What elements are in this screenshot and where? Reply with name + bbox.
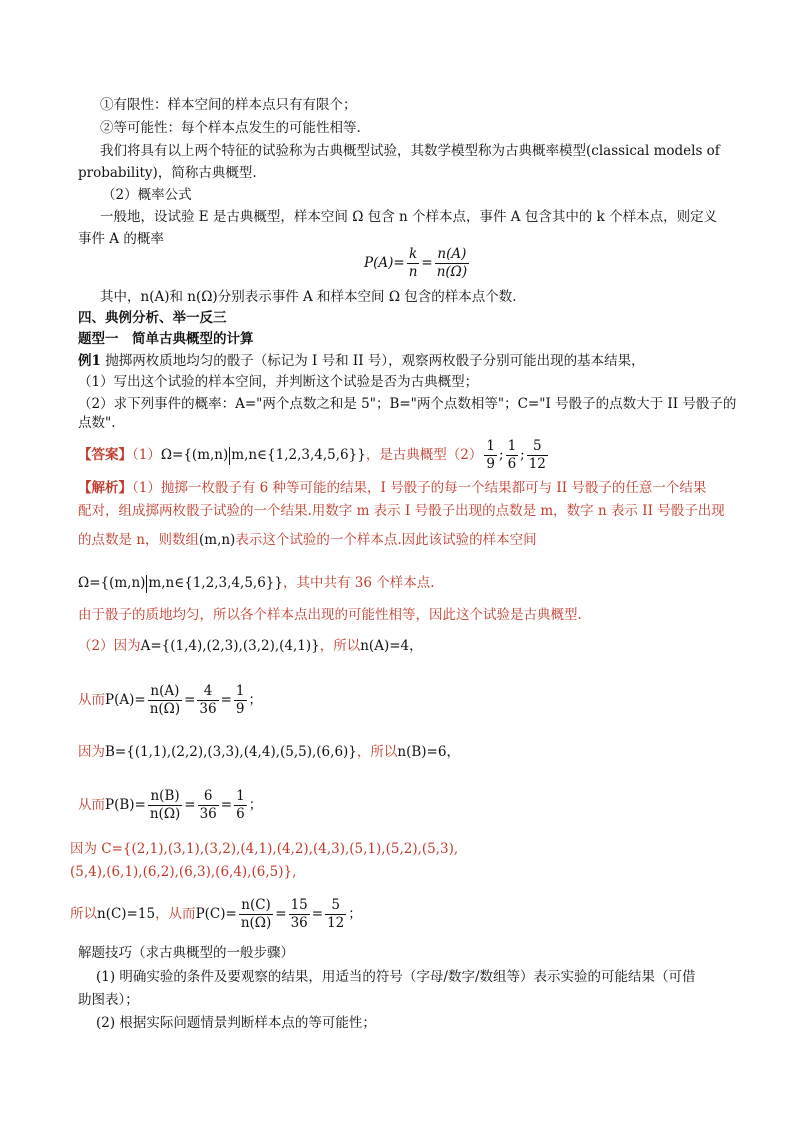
- fb-num: n(B): [148, 788, 182, 806]
- n-A: n(A)=4: [360, 638, 410, 654]
- p2-so: ，所以: [319, 638, 361, 654]
- analysis-event-B: [78, 743, 460, 761]
- frac-nB-nOmega: [148, 788, 182, 823]
- fa-den: n(Ω): [149, 701, 181, 717]
- fa2-den: 36: [199, 701, 217, 717]
- fc-num: n(C): [239, 897, 273, 915]
- example-question-2-cont: 点数".: [78, 415, 116, 431]
- frac-1-6: [234, 788, 247, 823]
- formula-nOmega: n(Ω): [436, 264, 468, 280]
- analysis-sample-space: [78, 574, 435, 593]
- topic-title: 题型一 简单古典概型的计算: [78, 331, 254, 347]
- answer-part1: （1）: [132, 447, 161, 463]
- fa2-num: 4: [197, 683, 218, 701]
- analysis-line-1: [78, 479, 706, 497]
- frac-1-9: [234, 683, 247, 718]
- frac-6-36: [198, 788, 219, 823]
- ans-sep1: ;: [499, 447, 504, 463]
- sample-space-set: Ω={(m,n): [78, 575, 146, 591]
- answer-tag: 【答案】: [78, 447, 132, 463]
- fb3-num: 1: [236, 788, 245, 804]
- because-b: 因为: [78, 744, 105, 760]
- set-B: B={(1,1),(2,2),(3,3),(4,4),(5,5),(6,6)}: [105, 744, 357, 760]
- thus-c: ，从而: [155, 906, 196, 922]
- answer-fraction-1-9: [484, 438, 497, 473]
- formula-intro-cont: 事件 A 的概率: [78, 231, 164, 247]
- fa3-den: 9: [235, 701, 245, 717]
- tips-step-1-cont: 助图表）；: [78, 992, 139, 1008]
- frac-5-12: [325, 897, 346, 932]
- classical-model-definition: 我们将具有以上两个特征的试验称为古典概型试验，其数学模型称为古典概率模型(classical models of: [100, 143, 720, 159]
- answer-fraction-5-12: [527, 438, 548, 473]
- analysis-line-3: [78, 531, 537, 549]
- example-statement: [78, 352, 645, 370]
- fb3-den: 6: [236, 806, 245, 822]
- example-question-1: （1）写出这个试验的样本空间，并判断这个试验是否为古典概型；: [78, 374, 479, 390]
- example-label: 例1: [78, 353, 101, 369]
- ans-f3-den: 12: [528, 456, 546, 472]
- fc3-num: 5: [325, 897, 346, 915]
- event-C-set-1: 因为 C={(2,1),(3,1),(3,2),(4,1),(4,2),(4,3),(5,1),(5,2),(5,3),: [70, 841, 459, 857]
- fc2-den: 36: [290, 915, 308, 931]
- analysis-3b: 表示这个试验的一个样本点.因此该试验的样本空间: [235, 532, 537, 548]
- formula-n: n: [408, 264, 418, 280]
- sample-space-cond: m,n∈{1,2,3,4,5,6}}: [148, 575, 283, 591]
- equal-likelihood-line: ②等可能性：每个样本点发生的可能性相等.: [100, 120, 361, 136]
- frac-nA-nOmega: [148, 683, 182, 718]
- semi-c: ；: [348, 906, 362, 922]
- formula-eq: =: [421, 255, 433, 271]
- tips-step-2: (2) 根据实际问题情景判断样本点的等可能性；: [96, 1015, 376, 1031]
- formula-lhs: P(A)=: [364, 255, 405, 271]
- analysis-3a: 的点数是 n，则数组: [78, 532, 199, 548]
- fa3-num: 1: [235, 683, 245, 699]
- comma-b: ，: [446, 744, 460, 760]
- P-B: P(B)=: [105, 797, 146, 813]
- formula-heading: （2）概率公式: [102, 187, 192, 203]
- probability-C: 所以n(C)=15，从而P(C)= $\frac{n(C)}{n(\Omega)}$ = $\frac{15}{36}$ = $\frac{5}{12}$ ；: [70, 897, 362, 931]
- fb2-den: 36: [199, 806, 217, 822]
- answer-line: [78, 438, 550, 473]
- answer-fraction-1-6: [506, 438, 519, 473]
- analysis-event-A: [78, 637, 423, 655]
- formula-fraction-nA-nOmega: [435, 246, 469, 281]
- ans-f2-num: 1: [507, 438, 517, 454]
- n-B: n(B)=6: [397, 744, 447, 760]
- analysis-tag: 【解析】: [78, 480, 132, 496]
- ans-f2-den: 6: [507, 456, 517, 472]
- answer-mid: ，是古典概型（2）: [365, 447, 483, 463]
- analysis-line-2: 配对，组成掷两枚骰子试验的一个结果.用数字 m 表示 I 号骰子出现的点数是 m，数字 n 表示 II 号骰子出现: [78, 503, 725, 519]
- fc-den: n(Ω): [240, 915, 272, 931]
- ans-sep2: ;: [520, 447, 525, 463]
- thus-b: 从而: [78, 797, 105, 813]
- tips-step-1: (1) 明确实验的条件及要观察的结果，用适当的符号（字母/数字/数组等）表示实验的可能结果（可借: [96, 969, 696, 985]
- analysis-text-1: （1）抛掷一枚骰子有 6 种等可能的结果，I 号骰子的每一个结果都可与 II 号骰子的任意一个结果: [132, 480, 707, 496]
- fb2-num: 6: [198, 788, 219, 806]
- semi-a: ；: [248, 692, 263, 708]
- finiteness-line: ①有限性：样本空间的样本点只有有限个；: [100, 97, 357, 113]
- ans-f3-num: 5: [527, 438, 548, 456]
- fc2-num: 15: [290, 897, 308, 913]
- p2-prefix: （2）因为: [78, 638, 141, 654]
- ans-f1-den: 9: [486, 456, 495, 472]
- formula-intro: 一般地，设试验 E 是古典概型，样本空间 Ω 包含 n 个样本点，事件 A 包含其中的 k 个样本点，则定义: [100, 209, 718, 225]
- so-b: ，所以: [356, 744, 398, 760]
- analysis-mn: (m,n): [199, 532, 236, 548]
- semi-b: ；: [248, 797, 263, 813]
- example-question-2: （2）求下列事件的概率：A="两个点数之和是 5"；B="两个点数相等"；C="I 号骰子的点数大于 II 号骰子的: [78, 396, 737, 412]
- fc3-den: 12: [327, 915, 345, 931]
- fb-den: n(Ω): [149, 806, 181, 822]
- fa-num: n(A): [148, 683, 182, 701]
- analysis-equal-likelihood: 由于骰子的质地均匀，所以各个样本点出现的可能性相等，因此这个试验是古典概型.: [78, 607, 582, 623]
- ans-f1-num: 1: [486, 438, 495, 454]
- formula-fraction-k-n: [407, 246, 420, 281]
- section-title: 四、典例分析、举一反三: [78, 310, 227, 326]
- event-C-set-2: (5,4),(6,1),(6,2),(6,3),(6,4),(6,5)},: [70, 864, 297, 880]
- P-C: P(C)=: [195, 906, 237, 922]
- probability-B: 从而P(B)= $\frac{n(B)}{n(\Omega)}$ = $\frac{6}{36}$ = $\frac{1}{6}$ ；: [78, 788, 263, 822]
- formula-explanation: 其中，n(A)和 n(Ω)分别表示事件 A 和样本空间 Ω 包含的样本点个数.: [100, 289, 517, 305]
- tips-title: 解题技巧（求古典概型的一般步骤）: [78, 945, 294, 961]
- P-A: P(A)=: [105, 692, 146, 708]
- thus-a: 从而: [78, 692, 105, 708]
- frac-4-36: [197, 683, 218, 718]
- comma-a: ，: [409, 638, 423, 654]
- probability-formula: [364, 246, 471, 281]
- frac-15-36: [289, 897, 310, 932]
- frac-nC-nOmega: [239, 897, 273, 932]
- probability-A: 从而P(A)= $\frac{n(A)}{n(\Omega)}$ = $\frac{4}{36}$ = $\frac{1}{9}$ ；: [78, 683, 263, 717]
- answer-omega-set: Ω={(m,n): [160, 447, 229, 463]
- classical-model-definition-cont: probability)，简称古典概型.: [78, 165, 257, 181]
- formula-k: k: [407, 246, 420, 264]
- formula-nA: n(A): [435, 246, 469, 264]
- n-C: n(C)=15: [97, 906, 156, 922]
- set-A: A={(1,4),(2,3),(3,2),(4,1)}: [140, 638, 320, 654]
- example-text: 抛掷两枚质地均匀的骰子（标记为 I 号和 II 号），观察两枚骰子分别可能出现的基本结果，: [105, 353, 645, 369]
- sample-space-count: ，其中共有 36 个样本点.: [282, 575, 435, 591]
- so-c: 所以: [70, 906, 97, 922]
- answer-omega-cond: m,n∈{1,2,3,4,5,6}}: [231, 447, 366, 463]
